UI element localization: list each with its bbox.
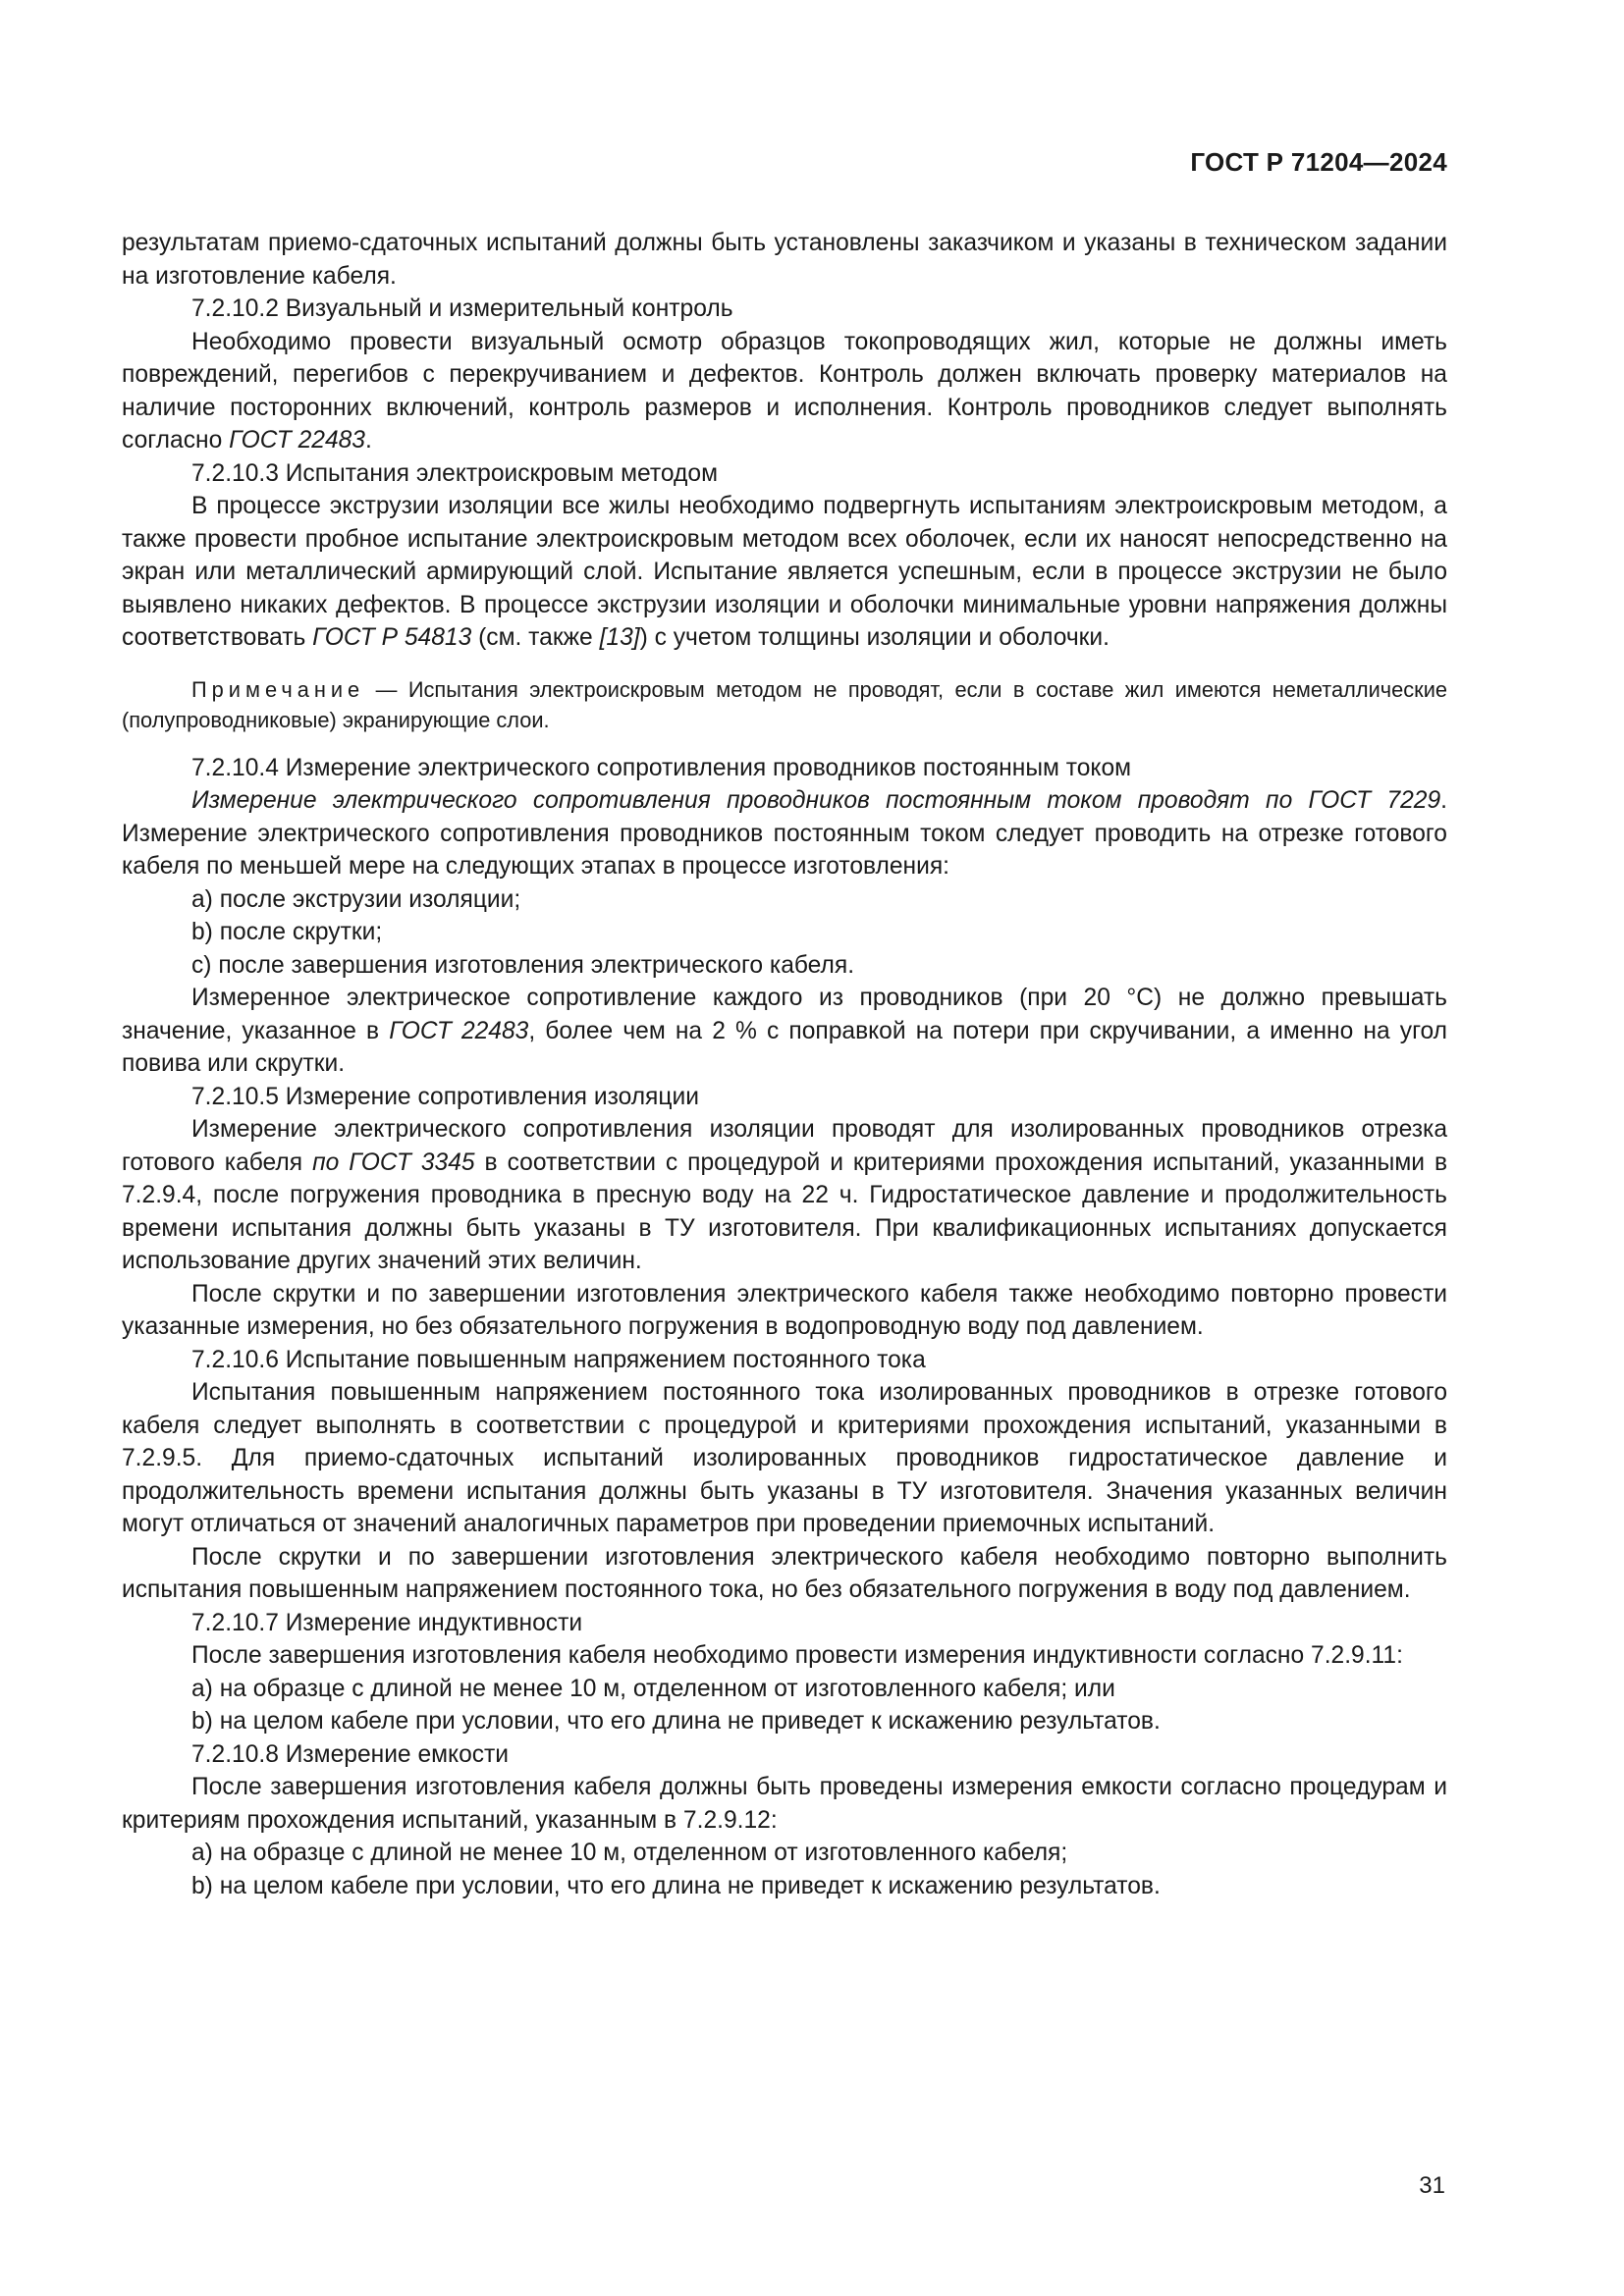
list-item: c) после завершения изготовления электрического кабеля. xyxy=(191,951,855,979)
list-item: b) на целом кабеле при условии, что его длина не приведет к искажению результатов. xyxy=(191,1872,1161,1899)
paragraph: В процессе экструзии изоляции все жилы необходимо подвергнуть испытаниям электроискровым методом, а также провести пробное испытание электроискровым методом всех оболочек, если их наносят непосредственно на экран или металлический армирующий слой. Испытание является успешным, если в процессе экструзии не было выявлено никаких дефектов. В процессе экструзии изоляции и оболочки минимальные уровни напряжения должны соответствовать ГОСТ Р 54813 (см. также [13]) с учетом толщины изоляции и оболочки. xyxy=(122,493,1447,651)
section-heading-7-2-10-7: 7.2.10.7 Измерение индуктивности xyxy=(191,1609,583,1636)
section-heading-7-2-10-8: 7.2.10.8 Измерение емкости xyxy=(191,1740,510,1768)
standard-reference: ГОСТ 22483 xyxy=(229,427,365,454)
paragraph: Испытания повышенным напряжением постоянного тока изолированных проводников в отрезке готового кабеля следует выполнять в соответствии с процедурой и критериями прохождения испытаний, указанными в 7.2.9.5. Для приемо-сдаточных испытаний изолированных проводников гидростатическое давление и продолжительность времени испытания должны быть указаны в ТУ изготовителя. Значения указанных величин могут отличаться от значений аналогичных параметров при проведении приемочных испытаний. xyxy=(122,1379,1447,1537)
paragraph: После завершения изготовления кабеля необходимо провести измерения индуктивности согласно 7.2.9.11: xyxy=(191,1642,1403,1669)
list-item: b) на целом кабеле при условии, что его длина не приведет к искажению результатов. xyxy=(191,1708,1161,1735)
section-heading-7-2-10-4: 7.2.10.4 Измерение электрического сопротивления проводников постоянным током xyxy=(191,754,1132,781)
paragraph: После завершения изготовления кабеля должны быть проведены измерения емкости согласно процедурам и критериям прохождения испытаний, указанным в 7.2.9.12: xyxy=(122,1774,1447,1834)
paragraph: Необходимо провести визуальный осмотр образцов токопроводящих жил, которые не должны иметь повреждений, перегибов с перекручиванием и дефектов. Контроль должен включать проверку материалов на наличие посторонних включений, контроль размеров и исполнения. Контроль проводников следует выполнять согласно ГОСТ 22483. xyxy=(122,328,1447,454)
note-label: Примечание xyxy=(191,676,365,702)
note-text: — Испытания электроискровым методом не проводят, если в составе жил имеются неметаллические (полупроводниковые) экранирующие слои. xyxy=(122,676,1447,732)
paragraph: Измеренное электрическое сопротивление каждого из проводников (при 20 °C) не должно превышать значение, указанное в ГОСТ 22483, более чем на 2 % с поправкой на потери при скручивании, а именно на угол повива или скрутки. xyxy=(122,985,1447,1077)
list-item: a) на образце с длиной не менее 10 м, отделенном от изготовленного кабеля; или xyxy=(191,1675,1115,1702)
page-number: 31 xyxy=(1419,2172,1445,2199)
note xyxy=(122,674,1447,735)
section-heading-7-2-10-6: 7.2.10.6 Испытание повышенным напряжением постоянного тока xyxy=(191,1346,926,1373)
list-item: a) после экструзии изоляции; xyxy=(191,885,521,913)
page-content xyxy=(122,227,1447,1902)
document-header: ГОСТ Р 71204—2024 xyxy=(1190,147,1447,177)
paragraph: Измерение электрического сопротивления проводников постоянным током проводят по ГОСТ 7229. Измерение электрического сопротивления проводников постоянным током следует проводить на отрезке готового кабеля по меньшей мере на следующих этапах в процессе изготовления: xyxy=(122,787,1447,880)
standard-reference: ГОСТ 22483 xyxy=(389,1017,529,1044)
section-heading-7-2-10-2: 7.2.10.2 Визуальный и измерительный контроль xyxy=(191,295,733,322)
paragraph: Измерение электрического сопротивления изоляции проводят для изолированных проводников отрезка готового кабеля по ГОСТ 3345 в соответствии с процедурой и критериями прохождения испытаний, указанными в 7.2.9.4, после погружения проводника в пресную воду на 22 ч. Гидростатическое давление и продолжительность времени испытания должны быть указаны в ТУ изготовителя. При квалификационных испытаниях допускается использование других значений этих величин. xyxy=(122,1116,1448,1274)
paragraph: После скрутки и по завершении изготовления электрического кабеля необходимо повторно выполнить испытания повышенным напряжением постоянного тока, но без обязательного погружения в воду под давлением. xyxy=(122,1543,1447,1603)
section-heading-7-2-10-5: 7.2.10.5 Измерение сопротивления изоляции xyxy=(191,1083,699,1110)
standard-reference: ГОСТ Р 54813 xyxy=(312,624,472,651)
section-heading-7-2-10-3: 7.2.10.3 Испытания электроискровым методом xyxy=(191,459,718,487)
list-item: a) на образце с длиной не менее 10 м, отделенном от изготовленного кабеля; xyxy=(191,1840,1068,1866)
standard-reference: по ГОСТ 3345 xyxy=(312,1148,475,1176)
list-item: b) после скрутки; xyxy=(191,919,383,945)
paragraph: результатам приемо-сдаточных испытаний должны быть установлены заказчиком и указаны в техническом задании на изготовление кабеля. xyxy=(122,230,1447,290)
paragraph: После скрутки и по завершении изготовления электрического кабеля также необходимо повторно провести указанные измерения, но без обязательного погружения в водопроводную воду под давлением. xyxy=(122,1280,1447,1340)
bibliography-reference: [13] xyxy=(599,624,640,651)
